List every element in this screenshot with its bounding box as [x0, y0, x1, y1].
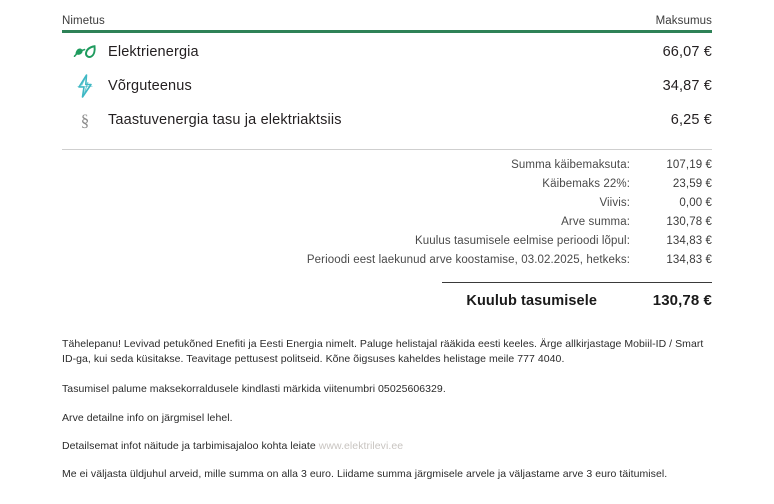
summary-label: Viivis:: [599, 197, 630, 209]
total-value: 130,78 €: [652, 292, 712, 309]
summary-row: [62, 159, 712, 178]
summary-label: Kuulus tasumisele eelmise perioodi lõpul:: [414, 235, 630, 247]
line-item-label: Elektrienergia: [108, 44, 199, 60]
table-row: [62, 35, 712, 69]
invoice-detail-text: Arve detailne info on järgmisel lehel.: [62, 411, 233, 424]
summary-value: 134,83 €: [666, 235, 712, 247]
summary-row: [62, 197, 712, 216]
payment-reference-text: Tasumisel palume maksekorraldusele kindlasti märkida viitenumbri 05025606329.: [62, 383, 446, 396]
summary-block: [62, 159, 712, 273]
header-divider: [62, 30, 712, 33]
summary-label: Käibemaks 22%:: [542, 178, 630, 190]
column-header-amount: Maksumus: [655, 15, 712, 27]
table-row: [62, 69, 712, 103]
summary-label: Arve summa:: [561, 216, 630, 228]
footer-notes: [62, 337, 712, 482]
minimum-amount-text: Me ei väljasta üldjuhul arveid, mille summa on alla 3 euro. Liidame summa järgmisele arvele ja väljastame arve 3 euro täitumisel.: [62, 468, 668, 481]
line-item-amount: 66,07 €: [662, 44, 712, 60]
summary-row: [62, 216, 712, 235]
more-info-prefix: Detailsemat infot näitude ja tarbimisajaloo kohta leiate: [62, 439, 316, 452]
line-items-list: [62, 35, 712, 137]
section-sign-glyph: §: [80, 110, 90, 130]
section-sign-icon: [62, 112, 108, 129]
summary-row: [62, 235, 712, 254]
table-header: [62, 0, 712, 30]
leaf-icon: [62, 43, 108, 61]
summary-value: 23,59 €: [672, 178, 712, 190]
summary-label: Perioodi eest laekunud arve koostamise, 03.02.2025, hetkeks:: [306, 254, 630, 266]
table-row: [62, 103, 712, 137]
total-block: [442, 282, 712, 309]
line-item-label: Taastuvenergia tasu ja elektriaktsiis: [108, 112, 342, 128]
summary-row: [62, 254, 712, 273]
line-item-amount: 6,25 €: [670, 112, 712, 128]
more-info-text: [62, 439, 712, 454]
column-header-name: Nimetus: [62, 15, 105, 27]
summary-value: 0,00 €: [679, 197, 712, 209]
line-item-label: Võrguteenus: [108, 78, 192, 94]
line-item-amount: 34,87 €: [662, 78, 712, 94]
total-row: [442, 283, 712, 309]
summary-value: 134,83 €: [666, 254, 712, 266]
summary-row: [62, 178, 712, 197]
lightning-icon: [62, 74, 108, 98]
fraud-notice-text: Tähelepanu! Levivad petukõned Enefiti ja Eesti Energia nimelt. Paluge helistajal rääkida eesti keeles. Ärge allkirjastage Mobiil-ID / Smart ID-ga, kui seda küsitakse. Teavitage pettusest politseid. Kõne õigsuses kaheldes helistage meile 777 4040.: [62, 338, 704, 366]
summary-label: Summa käibemaksuta:: [511, 159, 630, 171]
summary-value: 107,19 €: [666, 159, 712, 171]
total-label: Kuulub tasumisele: [466, 293, 597, 309]
elektrilevi-link[interactable]: www.elektrilevi.ee: [318, 439, 404, 452]
summary-value: 130,78 €: [666, 216, 712, 228]
items-summary-divider: [62, 149, 712, 150]
